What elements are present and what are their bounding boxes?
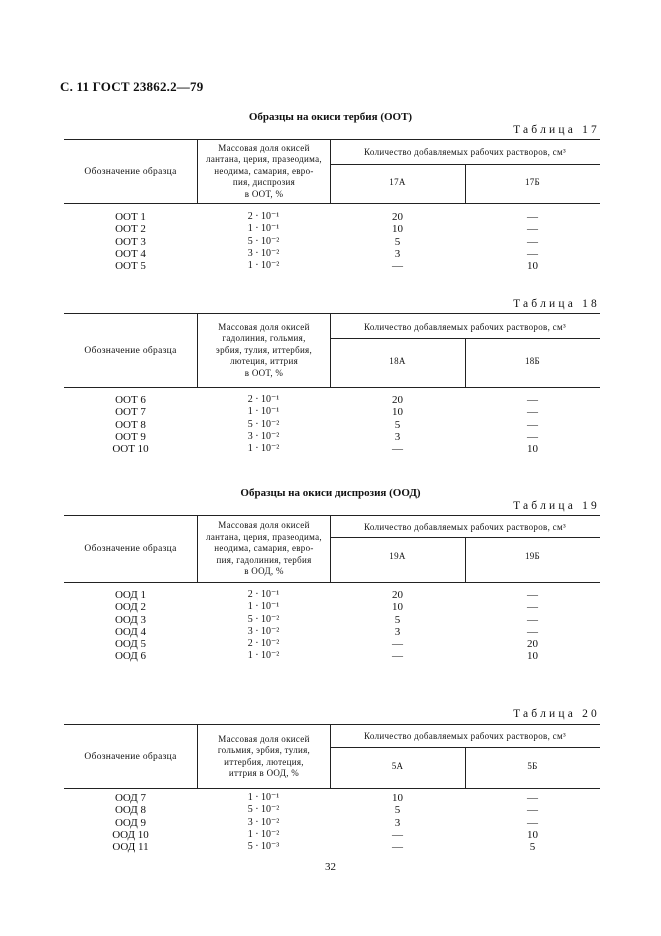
- table-row: ООД 6 1 · 10⁻² — 10: [114, 650, 538, 663]
- table-20-col34-header: Количество добавляемых рабочих растворов, см³ 5А 5Б: [330, 725, 600, 788]
- table-row: ООД 8 5 · 10⁻² 5 —: [114, 804, 538, 817]
- table-row: ООТ 1 2 · 10⁻¹ 20 —: [115, 211, 538, 223]
- table-18-body: [64, 394, 600, 455]
- table-row: ООТ 7 1 · 10⁻¹ 10 —: [115, 406, 538, 419]
- table-17-col34-header: Количество добавляемых рабочих растворов, см³ 17А 17Б: [330, 140, 600, 203]
- table-18-header: [64, 313, 600, 388]
- table-row: ООД 1 2 · 10⁻¹ 20 —: [114, 589, 538, 601]
- table-18-label: Таблица 18: [513, 298, 600, 310]
- table-row: ООД 2 1 · 10⁻¹ 10 —: [114, 601, 538, 614]
- table-row: ООТ 10 1 · 10⁻² — 10: [112, 443, 538, 456]
- table-20-header: [64, 724, 600, 789]
- table-row: ООТ 5 1 · 10⁻² — 10: [115, 260, 538, 273]
- table-row: ООТ 4 3 · 10⁻² 3 —: [115, 247, 538, 260]
- table-18-col34-header: Количество добавляемых рабочих растворов, см³ 18А 18Б: [330, 314, 600, 387]
- table-20-col2-header: Массовая доля окисей гольмия, эрбия, тулия, иттербия, лютеция, иттрия в ООД, %: [197, 725, 331, 788]
- table-20-body: [64, 792, 600, 853]
- table-row: ООД 11 5 · 10⁻³ — 5: [112, 841, 536, 854]
- table-row: ООД 3 5 · 10⁻² 5 —: [114, 613, 538, 626]
- table-row: ООТ 6 2 · 10⁻¹ 20 —: [115, 394, 538, 406]
- table-18-col2-header: Массовая доля окисей гадолиния, гольмия, эрбия, тулия, иттербия, лютеция, иттрия в ООТ, %: [197, 314, 331, 387]
- table-20-label: Таблица 20: [513, 708, 600, 720]
- table-row: ООТ 8 5 · 10⁻² 5 —: [115, 418, 538, 431]
- table-17-col2-header: Массовая доля окисей лантана, церия, празеодима, неодима, самария, евро- пия, диспрозия в ООТ, %: [197, 140, 331, 203]
- table-row: ООД 10 1 · 10⁻² — 10: [112, 828, 538, 841]
- table-row: ООТ 9 3 · 10⁻² 3 —: [115, 430, 538, 443]
- section-title-dysprosium: Образцы на окиси диспрозия (ООД): [240, 487, 421, 499]
- table-18-col1-header: Обозначение образца: [84, 345, 177, 356]
- page-header: С. 11 ГОСТ 23862.2—79: [60, 79, 204, 94]
- table-19-body: [64, 589, 600, 663]
- table-row: ООТ 3 5 · 10⁻² 5 —: [115, 235, 538, 248]
- table-row: ООД 4 3 · 10⁻² 3 —: [114, 625, 538, 638]
- table-19-header: [64, 515, 600, 583]
- table-row: ООД 7 1 · 10⁻¹ 10 —: [114, 792, 538, 804]
- table-19-label: Таблица 19: [513, 500, 600, 512]
- table-19-col2-header: Массовая доля окисей лантана, церия, празеодима, неодима, самария, евро- пия, гадолиния, тербия в ООД, %: [197, 516, 331, 582]
- table-20-col1-header: Обозначение образца: [84, 751, 177, 762]
- table-17-body: [64, 211, 600, 272]
- page-number: 32: [325, 861, 336, 873]
- table-17-label: Таблица 17: [513, 124, 600, 136]
- table-row: ООД 9 3 · 10⁻² 3 —: [114, 816, 538, 829]
- table-17-col1-header: Обозначение образца: [84, 166, 177, 177]
- table-19-col1-header: Обозначение образца: [84, 544, 177, 554]
- table-19-col34-header: Количество добавляемых рабочих растворов, см³ 19А 19Б: [330, 516, 600, 582]
- section-title-terbium: Образцы на окиси тербия (ООТ): [248, 111, 413, 123]
- table-row: ООД 5 2 · 10⁻² — 20: [114, 638, 538, 651]
- table-row: ООТ 2 1 · 10⁻¹ 10 —: [115, 223, 538, 236]
- table-17-header: [64, 139, 600, 204]
